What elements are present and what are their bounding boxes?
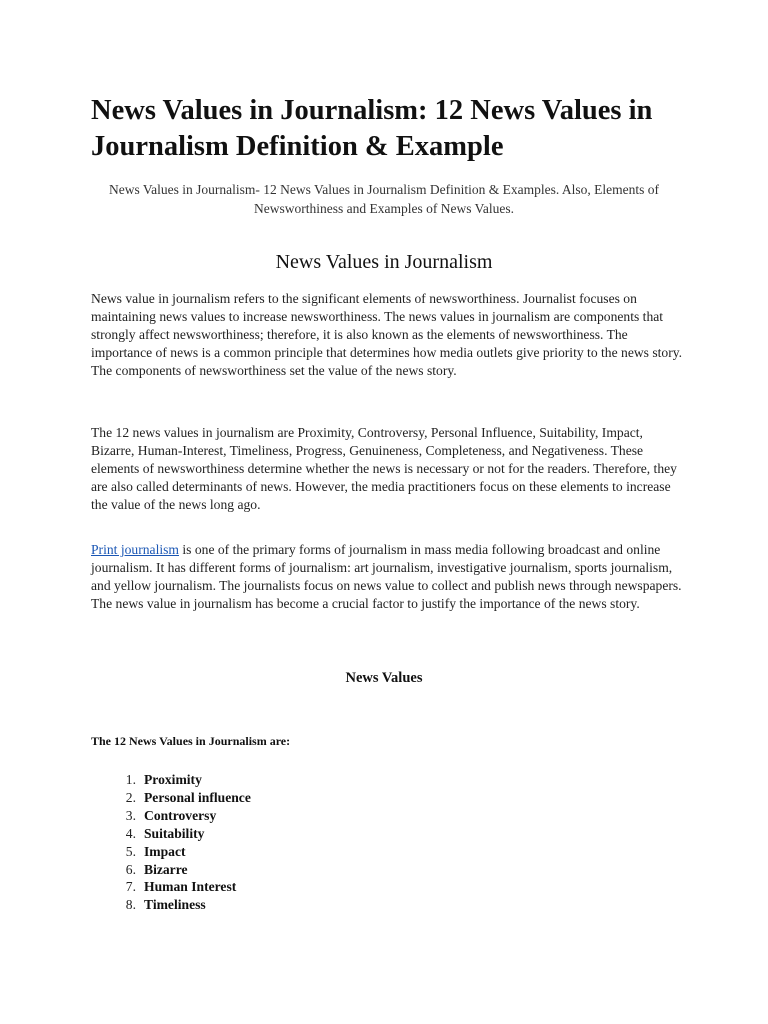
list-item-label: Suitability xyxy=(144,825,205,841)
list-item-number: 8. xyxy=(125,897,136,913)
list-item-number: 1. xyxy=(125,772,136,787)
list-item xyxy=(91,825,251,843)
paragraph-1: News value in journalism refers to the significant elements of newsworthiness. Journalist focuses on maintaining news values to increase newsworthiness. The news values in journalism are components that strongly affect newsworthiness; therefore, it is also known as the elements of newsworthiness. The importance of news is a common principle that determines how media outlets give priority to the news story. The components of newsworthiness set the value of the news story. xyxy=(91,291,683,378)
paragraph-3 xyxy=(91,541,689,613)
print-journalism-link[interactable]: Print journalism xyxy=(91,542,179,557)
list-item-label: Bizarre xyxy=(144,861,188,877)
list-item-label: Timeliness xyxy=(144,897,206,913)
paragraph-3-text: is one of the primary forms of journalism in mass media following broadcast and online journalism. It has different forms of journalism: art journalism, investigative journalism, sports journalism, and yellow journalism. The journalists focus on news value to collect and publish news through newspapers. The news value in journalism has become a crucial factor to justify the importance of the news story. xyxy=(91,542,682,611)
subtitle: News Values in Journalism- 12 News Values in Journalism Definition & Examples. Also, Elements of Newsworthiness and Examples of News Values. xyxy=(109,182,659,216)
list-item-label: Controversy xyxy=(144,807,217,823)
list-item xyxy=(91,771,251,789)
list-item xyxy=(91,843,251,861)
list-item-number: 6. xyxy=(125,861,136,877)
list-item xyxy=(91,807,251,825)
news-values-list xyxy=(91,771,251,914)
paragraph-2: The 12 news values in journalism are Proximity, Controversy, Personal Influence, Suitability, Impact, Bizarre, Human-Interest, Timeliness, Progress, Genuineness, Completeness, and Negativeness. These elements of newsworthiness determine whether the news is necessary or not for the readers. Therefore, they are also called determinants of news. However, the media practitioners focus on these elements to increase the value of the news long ago. xyxy=(91,425,677,512)
page-title: News Values in Journalism: 12 News Values in Journalism Definition & Example xyxy=(91,95,653,162)
section-heading: News Values in Journalism xyxy=(275,251,493,273)
list-item xyxy=(91,896,251,914)
list-item-label: Personal influence xyxy=(144,789,251,805)
list-item-number: 7. xyxy=(125,879,136,895)
list-item xyxy=(91,861,251,879)
news-values-heading: News Values xyxy=(345,670,423,686)
list-intro: The 12 News Values in Journalism are: xyxy=(91,734,291,748)
list-item-number: 5. xyxy=(125,843,136,859)
list-item-label: Impact xyxy=(144,843,186,859)
list-item-label: Human Interest xyxy=(144,879,237,895)
list-item-label: Proximity xyxy=(144,772,202,787)
list-item-number: 2. xyxy=(125,789,136,805)
list-item xyxy=(91,789,251,807)
list-item xyxy=(91,878,251,896)
list-item-number: 4. xyxy=(125,825,136,841)
list-item-number: 3. xyxy=(125,807,136,823)
